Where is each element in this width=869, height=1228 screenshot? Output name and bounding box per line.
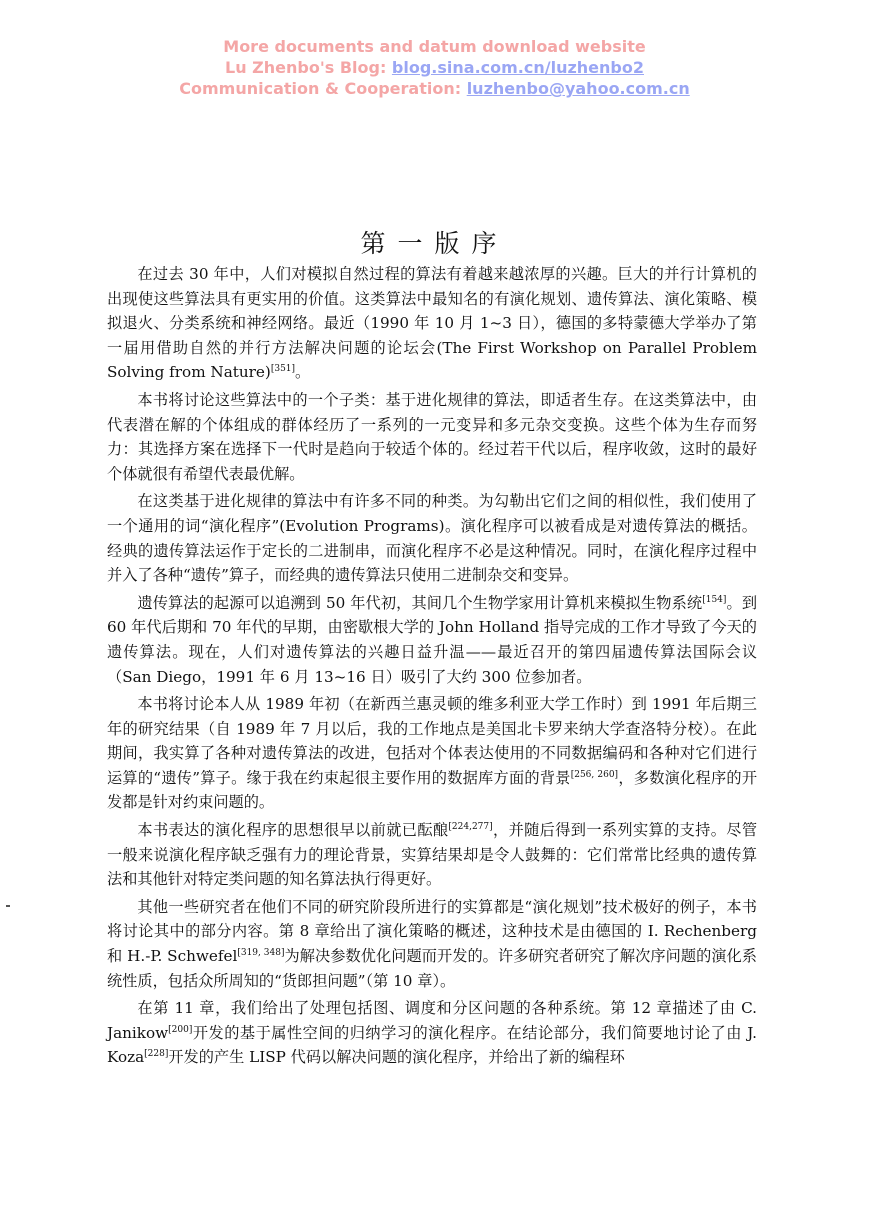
watermark-heading: More documents and datum download website xyxy=(223,37,646,56)
paragraph-text: 。到 60 年代后期和 70 年代的早期，由密歇根大学的 John Holland 指导完成的工作才导致了今天的遗传算法。现在，人们对遗传算法的兴趣日益升温——最近召开的第四届遗传算法国际会议（San Diego，1991 年 6 月 13~16 日）吸引了大约 300 位参加者。 xyxy=(107,593,758,686)
paragraph-text: 其他一些研究者在他们不同的研究阶段所进行的实算都是“演化规划”技术极好的例子，本书将讨论其中的部分内容。第 8 章给出了演化策略的概述，这种技术是由德国的 I. Rechenberg 和 H.-P. Schwefel xyxy=(107,897,757,966)
paragraph-text: 。 xyxy=(295,363,311,382)
paragraph-text: 在这类基于进化规律的算法中有许多不同的种类。为勾勒出它们之间的相似性，我们使用了一个通用的词“演化程序”(Evolution Programs)。演化程序可以被看成是对遗传算法的概括。经典的遗传算法运作于定长的二进制串，而演化程序不必是这种情况。同时，在演化程序过程中并入了各种“遗传”算子，而经典的遗传算法只使用二进制杂交和变异。 xyxy=(107,492,757,585)
blog-label: Lu Zhenbo's Blog: xyxy=(225,58,392,77)
watermark-line-1 xyxy=(0,36,869,57)
watermark-block xyxy=(0,36,869,99)
paragraph xyxy=(107,692,757,815)
citation-ref: [256, 260] xyxy=(570,769,619,780)
paragraph-text: 在过去 30 年中，人们对模拟自然过程的算法有着越来越浓厚的兴趣。巨大的并行计算机的出现使这些算法具有更实用的价值。这类算法中最知名的有演化规划、遗传算法、演化策略、模拟退火、分类系统和神经网络。最近（1990 年 10 月 1~3 日），德国的多特蒙德大学举办了第一届用借助自然的并行方法解决问题的论坛会(The First Workshop on Parallel Problem Solving from Nature) xyxy=(107,265,757,382)
paragraph xyxy=(107,262,757,385)
citation-ref: [228] xyxy=(144,1049,169,1060)
blog-link[interactable]: blog.sina.com.cn/luzhenbo2 xyxy=(391,58,644,77)
paragraph xyxy=(107,996,757,1070)
paragraph-text: 本书表达的演化程序的思想很早以前就已酝酿 xyxy=(137,821,449,840)
paragraph-text: 在第 11 章，我们给出了处理包括图、调度和分区问题的各种系统。第 12 章描述了由 C. Janikow xyxy=(107,999,757,1042)
paragraph xyxy=(107,818,757,892)
paragraph-text: 遗传算法的起源可以追溯到 50 年代初，其间几个生物学家用计算机来模拟生物系统 xyxy=(137,593,703,612)
watermark-line-3 xyxy=(0,78,869,99)
scan-mark xyxy=(6,905,10,907)
citation-ref: [319, 348] xyxy=(237,948,285,959)
preface-body xyxy=(107,262,757,1073)
citation-ref: [200] xyxy=(168,1024,193,1035)
paragraph-text: 开发的产生 LISP 代码以解决问题的演化程序，并给出了新的编程环 xyxy=(168,1048,625,1067)
email-link[interactable]: luzhenbo@yahoo.com.cn xyxy=(466,79,690,98)
paragraph-text: ，多数演化程序的开发都是针对约束问题的。 xyxy=(107,768,758,812)
paragraph-text: 本书将讨论本人从 1989 年初（在新西兰惠灵顿的维多利亚大学工作时）到 1991 年后期三年的研究结果（自 1989 年 7 月以后，我的工作地点是美国北卡罗来纳大学查洛特分校）。在此期间，我实算了各种对遗传算法的改进，包括对个体表达使用的不同数据编码和各种对它们进行运算的“遗传”算子。缘于我在约束起很主要作用的数据库方面的背景 xyxy=(107,695,757,787)
paragraph-text: 为解决参数优化问题而开发的。许多研究者研究了解次序问题的演化系统性质，包括众所周知的“货郎担问题”（第 10 章）。 xyxy=(107,947,757,990)
paragraph xyxy=(107,591,757,689)
paragraph xyxy=(107,489,757,587)
citation-ref: [351] xyxy=(270,364,296,375)
watermark-line-2 xyxy=(0,57,869,78)
citation-ref: [154] xyxy=(702,594,727,605)
paragraph xyxy=(107,388,757,486)
paragraph-text: 开发的基于属性空间的归纳学习的演化程序。在结论部分，我们简要地讨论了由 J. Koza xyxy=(107,1023,757,1067)
citation-ref: [224,277] xyxy=(448,822,493,833)
paragraph-text: ，并随后得到一系列实算的支持。尽管一般来说演化程序缺乏强有力的理论背景，实算结果却是令人鼓舞的：它们常常比经典的遗传算法和其他针对特定类问题的知名算法执行得更好。 xyxy=(107,821,758,889)
page-title: 第一版序 xyxy=(360,228,509,258)
paragraph-text: 本书将讨论这些算法中的一个子类：基于进化规律的算法，即适者生存。在这类算法中，由代表潜在解的个体组成的群体经历了一系列的一元变异和多元杂交变换。这些个体为生存而努力：其选择方案在选择下一代时是趋向于较适个体的。经过若干代以后，程序收敛，这时的最好个体就很有希望代表最优解。 xyxy=(107,390,757,483)
contact-label: Communication & Cooperation: xyxy=(179,79,467,98)
paragraph xyxy=(107,895,757,993)
